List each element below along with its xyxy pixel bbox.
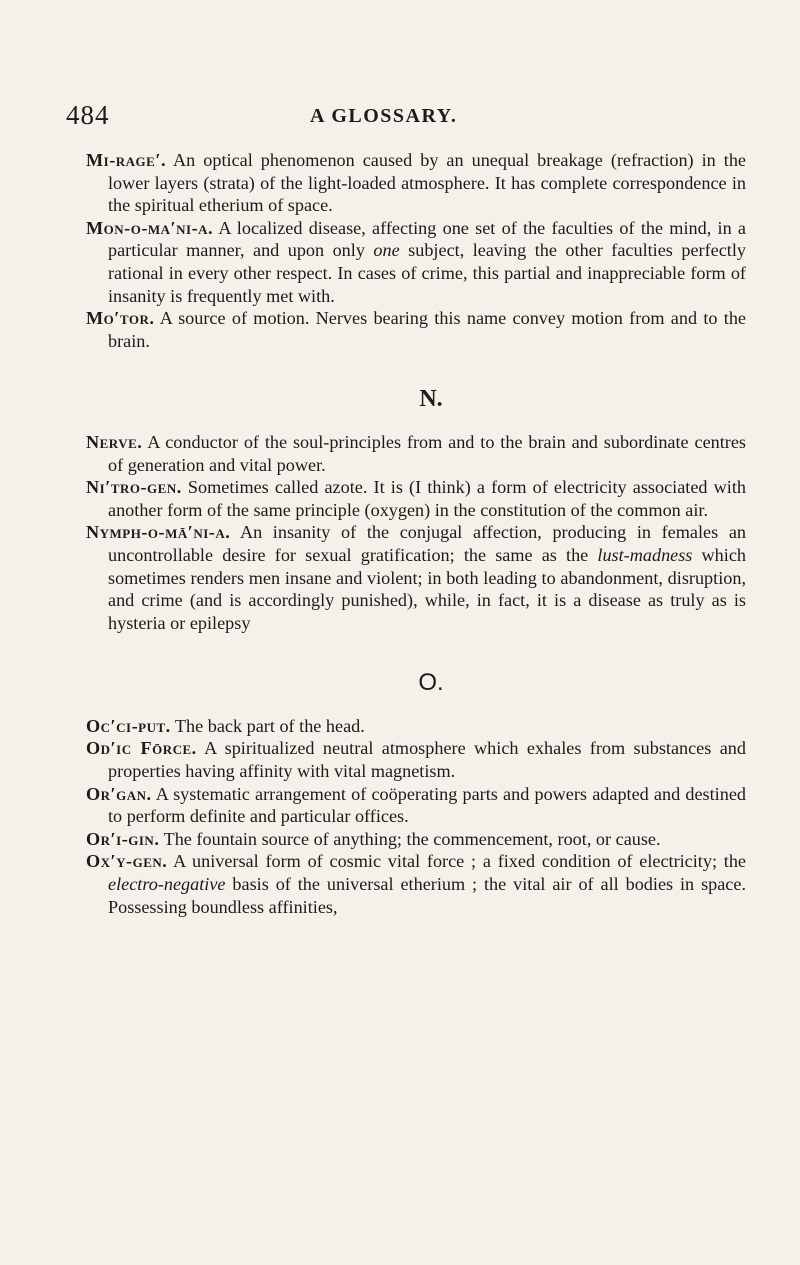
page-number: 484 [66,100,110,130]
entry-definition: A universal form of cosmic vital force ; a fixed condition of electricity; the [173,851,746,872]
glossary-entry-odic-force [86,737,746,782]
entry-emphasis: electro-negative [108,874,226,895]
glossary-body [86,149,746,918]
page-header [66,100,736,130]
entry-definition: An insanity of the conjugal affection, producing in females an uncontrollable desire for sexual gratification; the same as the [108,522,746,565]
entry-headword: Ni′tro-gen. [86,477,182,498]
glossary-entry-monomania [86,217,746,307]
entry-headword: Or′gan. [86,783,152,804]
running-head: A GLOSSARY. [310,105,458,127]
glossary-entry-nitrogen [86,476,746,521]
entry-headword: Ox′y-gen. [86,851,168,872]
entry-definition: A conductor of the soul-principles from and to the brain and subordinate centres of generation and vital power. [108,431,746,475]
entry-headword: Mi-rage′. [86,150,167,170]
entry-headword: Od′ic Fōrce. [86,738,197,759]
glossary-entry-nymphomania [86,521,746,634]
entry-definition: A systematic arrangement of coöperating parts and powers adapted and destined to perform definite and particular offices. [108,783,746,827]
entry-definition-cont: which sometimes renders men insane and violent; in both leading to abandonment, disruption, and crime (and is accordingly punished), while, in fact, it is a disease as truly as is hysteria or epilepsy [108,544,746,633]
entry-definition: A source of motion. Nerves bearing this name convey motion from and to the brain. [108,308,747,351]
entry-definition-cont: basis of the universal etherium ; the vital air of all bodies in space. Possessing boundless affinities, [108,874,747,917]
entry-headword: Mon-o-ma′ni-a. [86,217,214,238]
glossary-entry-occiput [86,715,746,738]
glossary-entry-organ [86,783,746,828]
entry-emphasis: lust-madness [597,544,693,565]
glossary-entry-origin [86,828,746,851]
entry-headword: Nerve. [86,431,143,452]
entry-headword: Oc′ci-put. [86,715,171,736]
entry-definition: Sometimes called azote. It is (I think) a form of electricity associated with another form of the same principle (oxygen) in the constitution of the common air. [108,477,746,520]
entry-definition: An optical phenomenon caused by an unequal breakage (refraction) in the lower layers (strata) of the light-loaded atmosphere. It has complete correspondence in the spiritual etherium of space. [108,150,746,216]
entry-headword: Mo′tor. [86,308,155,329]
entry-definition: A spiritualized neutral atmosphere which exhales from substances and properties having affinity with vital magnetism. [108,738,746,782]
entry-definition: A localized disease, affecting one set of the faculties of the mind, in a particular manner, and upon only [108,217,747,261]
entry-definition: The back part of the head. [174,715,365,736]
entry-definition: The fountain source of anything; the commencement, root, or cause. [163,828,661,849]
glossary-entry-motor [86,307,746,352]
entry-headword: Nymph-o-mā′ni-a. [86,522,231,543]
glossary-entry-nerve [86,431,746,476]
section-heading-n: N. [419,386,443,413]
entry-headword: Or′i-gin. [86,828,160,849]
entry-emphasis: one [373,240,400,261]
entry-definition-cont: subject, leaving the other faculties perfectly rational in every other respect. In cases of crime, this partial and inappreciable form of insanity is frequently met with. [108,240,746,306]
glossary-entry-oxygen [86,850,746,918]
glossary-entry-mirage [86,149,746,217]
section-heading-o: O. [418,669,444,697]
